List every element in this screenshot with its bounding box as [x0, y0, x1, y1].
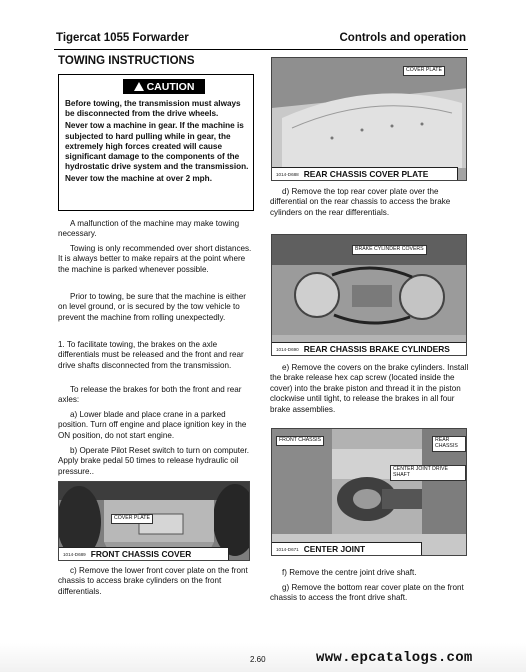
- page-number: 2.60: [250, 655, 266, 664]
- step-f: f) Remove the centre joint drive shaft.: [282, 568, 417, 577]
- warning-triangle-icon: [134, 82, 144, 91]
- rear-chassis-cover-plate-illustration: [272, 58, 467, 181]
- figure-title: REAR CHASSIS COVER PLATE: [303, 169, 429, 179]
- header-rule: [54, 49, 468, 50]
- paragraph: To release the brakes for both the front and rear axles:: [58, 385, 242, 405]
- figure-title: FRONT CHASSIS COVER: [90, 549, 192, 559]
- figure-label: COVER PLATE: [403, 66, 445, 76]
- caution-line: Never tow the machine at over 2 mph.: [65, 174, 212, 184]
- figure-label: COVER PLATE: [111, 514, 153, 524]
- step-g: g) Remove the bottom rear cover plate on the front chassis to access the front drive shaft.: [270, 583, 464, 603]
- watermark: www.epcatalogs.com: [316, 650, 473, 666]
- caution-badge-label: CAUTION: [146, 80, 195, 93]
- figure-caption: [272, 542, 422, 555]
- paragraph: Towing is only recommended over short distances. It is always better to make repairs at the point where the machine is parked whenever possible.: [58, 244, 252, 274]
- rear-chassis-cover-plate-photo: [271, 57, 467, 181]
- center-joint-photo: [271, 428, 467, 556]
- figure-code: 1014-D671: [276, 546, 299, 552]
- caution-text: [65, 99, 251, 187]
- header-title-left: Tigercat 1055 Forwarder: [56, 32, 189, 44]
- caution-line: Never tow a machine in gear. If the machine is subjected to hard pulling while in gear, the extremely high forces created will cause significant damage to the components of the hydrostatic drive system and the transmission.: [65, 121, 249, 172]
- figure-label: FRONT CHASSIS: [276, 436, 324, 446]
- paragraph: Prior to towing, be sure that the machine is either on level ground, or is secured by the tow vehicle to prevent the machine from rolling unexpectedly.: [58, 292, 246, 322]
- figure-label: BRAKE CYLINDER COVERS: [352, 245, 427, 255]
- paragraph: A malfunction of the machine may make towing necessary.: [58, 219, 240, 239]
- step-d: d) Remove the top rear cover plate over the differential on the rear chassis to access the brake cylinders on the rear differentials.: [270, 187, 451, 217]
- paragraph: a) Lower blade and place crane in a parked position. Turn off engine and place ignition key in the ON position, do not start engine.: [58, 410, 247, 440]
- caution-badge: [123, 79, 205, 94]
- header-title-right: Controls and operation: [339, 32, 466, 44]
- figure-code: 1014-D690: [276, 346, 299, 352]
- step-e: e) Remove the covers on the brake cylinders. Install the brake release hex cap screw (located inside the cover) into the brake piston and thread it in the piston clockwise until tight, to release the brakes in all four brake assemblies.: [270, 363, 469, 414]
- paragraph: b) Operate Pilot Reset switch to turn on computer. Apply brake pedal 50 times to release hydraulic oil pressure..: [58, 446, 250, 476]
- figure-caption: [272, 167, 458, 180]
- figure-label: CENTER JOINT DRIVE SHAFT: [390, 465, 466, 481]
- step-c: c) Remove the lower front cover plate on the front chassis to access brake cylinders on the front differentials.: [58, 566, 248, 596]
- figure-caption: [59, 547, 229, 560]
- rear-chassis-brake-cylinders-photo: [271, 234, 467, 356]
- caution-box: [58, 74, 254, 211]
- figure-title: REAR CHASSIS BRAKE CYLINDERS: [303, 344, 450, 354]
- figure-code: 1014-D688: [276, 171, 299, 177]
- section-title: TOWING INSTRUCTIONS: [58, 55, 195, 67]
- figure-label: REAR CHASSIS: [432, 436, 466, 452]
- paragraph: 1. To facilitate towing, the brakes on the axle differentials must be released and the front and rear drive shafts disconnected from the transmission.: [58, 340, 244, 370]
- caution-line: Before towing, the transmission must always be disconnected from the drive wheels.: [65, 99, 241, 119]
- figure-caption: [272, 342, 467, 355]
- figure-code: 1014-D689: [63, 551, 86, 557]
- figure-title: CENTER JOINT: [303, 544, 366, 554]
- front-chassis-cover-photo: [58, 481, 250, 561]
